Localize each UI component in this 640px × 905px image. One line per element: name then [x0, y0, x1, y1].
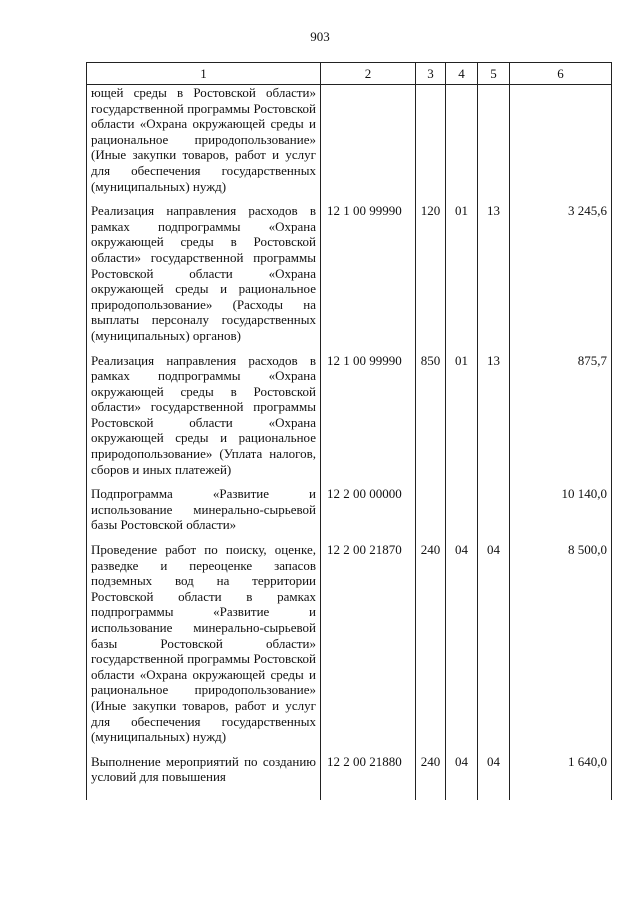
section [446, 477, 478, 533]
expense-name: Выполнение мероприятий по созданию условий для повышения [87, 745, 321, 800]
expense-type [416, 85, 446, 195]
subsection: 13 [478, 194, 510, 343]
amount: 10 140,0 [510, 477, 612, 533]
expense-type: 850 [416, 344, 446, 478]
target-article-code: 12 2 00 21880 [321, 745, 416, 800]
column-header: 3 [416, 63, 446, 85]
amount: 875,7 [510, 344, 612, 478]
page-number: 903 [310, 29, 330, 44]
subsection [478, 85, 510, 195]
expense-type: 240 [416, 533, 446, 745]
column-header: 2 [321, 63, 416, 85]
table-row [87, 85, 612, 195]
column-header: 5 [478, 63, 510, 85]
subsection [478, 477, 510, 533]
target-article-code: 12 2 00 00000 [321, 477, 416, 533]
subsection: 13 [478, 344, 510, 478]
section: 04 [446, 533, 478, 745]
column-header: 1 [87, 63, 321, 85]
table-row [87, 344, 612, 478]
budget-table [86, 62, 612, 800]
target-article-code [321, 85, 416, 195]
section [446, 85, 478, 195]
expense-type: 240 [416, 745, 446, 800]
table-row [87, 194, 612, 343]
table-row [87, 533, 612, 745]
expense-name: Проведение работ по поиску, оценке, разведке и переоценке запасов подземных вод на территории Ростовской области в рамках подпрограммы «Развитие и использование минерально-сырьевой базы Ростовской области» государственной программы Ростовской области «Охрана окружающей среды и рациональное природопользование» (Иные закупки товаров, работ и услуг для обеспечения государственных (муниципальных) нужд) [87, 533, 321, 745]
target-article-code: 12 1 00 99990 [321, 344, 416, 478]
amount: 3 245,6 [510, 194, 612, 343]
table-row [87, 745, 612, 800]
section: 01 [446, 344, 478, 478]
section: 04 [446, 745, 478, 800]
expense-name: ющей среды в Ростовской области» государственной программы Ростовской области «Охрана окружающей среды и рациональное природопользование» (Иные закупки товаров, работ и услуг для обеспечения государственных (муниципальных) нужд) [87, 85, 321, 195]
amount: 1 640,0 [510, 745, 612, 800]
expense-type [416, 477, 446, 533]
amount: 8 500,0 [510, 533, 612, 745]
subsection: 04 [478, 745, 510, 800]
table-header-row [87, 63, 612, 85]
target-article-code: 12 2 00 21870 [321, 533, 416, 745]
expense-name: Подпрограмма «Развитие и использование минерально-сырьевой базы Ростовской области» [87, 477, 321, 533]
subsection: 04 [478, 533, 510, 745]
expense-name: Реализация направления расходов в рамках подпрограммы «Охрана окружающей среды в Ростовской области» государственной программы Ростовской области «Охрана окружающей среды и рациональное природопользование» (Уплата налогов, сборов и иных платежей) [87, 344, 321, 478]
table-row [87, 477, 612, 533]
column-header: 4 [446, 63, 478, 85]
column-header: 6 [510, 63, 612, 85]
expense-name: Реализация направления расходов в рамках подпрограммы «Охрана окружающей среды в Ростовской области» государственной программы Ростовской области «Охрана окружающей среды и рациональное природопользование» (Расходы на выплаты персоналу государственных (муниципальных) органов) [87, 194, 321, 343]
expense-type: 120 [416, 194, 446, 343]
amount [510, 85, 612, 195]
section: 01 [446, 194, 478, 343]
target-article-code: 12 1 00 99990 [321, 194, 416, 343]
